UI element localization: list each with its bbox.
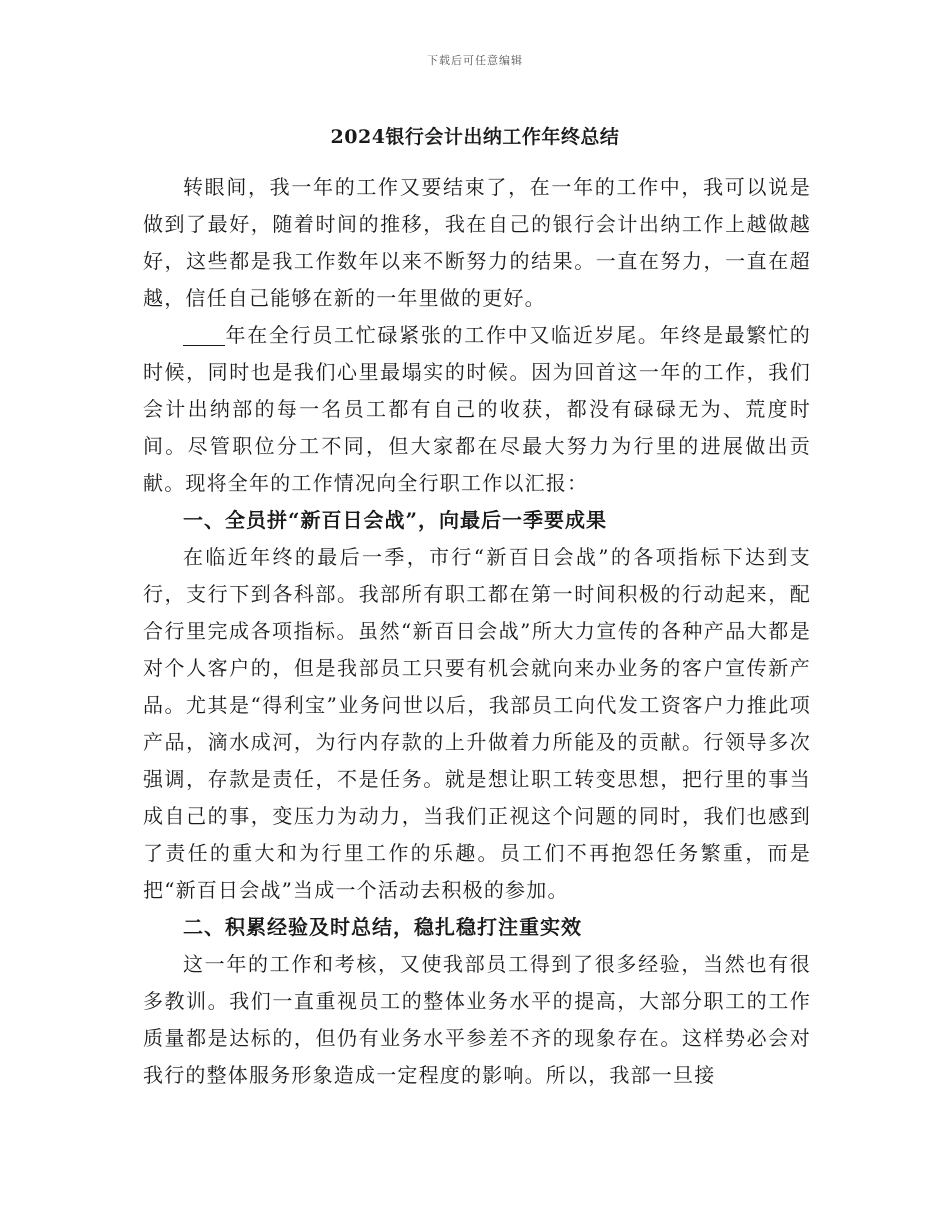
paragraph-year-summary-text: 年在全行员工忙碌紧张的工作中又临近岁尾。年终是最繁忙的时候，同时也是我们心里最塌实的时候。因为回首这一年的工作，我们会计出纳部的每一名员工都有自己的收获，都没有碌碌无为、荒度时间。尽管职位分工不同，但大家都在尽最大努力为行里的进展做出贡献。现将全年的工作情况向全行职工作以汇报：	[143, 323, 811, 495]
document-body	[143, 169, 811, 1094]
paragraph-section-1: 在临近年终的最后一季，市行“新百日会战”的各项指标下达到支行，支行下到各科部。我部所有职工都在第一时间积极的行动起来，配合行里完成各项指标。虽然“新百日会战”所大力宣传的各种产品大都是对个人客户的，但是我部员工只要有机会就向来办业务的客户宣传新产品。尤其是“得利宝”业务问世以后，我部员工向代发工资客户力推此项产品，滴水成河，为行内存款的上升做着力所能及的贡献。行领导多次强调，存款是责任，不是任务。就是想让职工转变思想，把行里的事当成自己的事，变压力为动力，当我们正视这个问题的同时，我们也感到了责任的重大和为行里工作的乐趣。员工们不再抱怨任务繁重，而是把“新百日会战”当成一个活动去积极的参加。	[143, 545, 811, 902]
paragraph-section-2: 这一年的工作和考核，又使我部员工得到了很多经验，当然也有很多教训。我们一直重视员工的整体业务水平的提高，大部分职工的工作质量都是达标的，但仍有业务水平参差不齐的现象存在。这样势必会对我行的整体服务形象造成一定程度的影响。所以，我部一旦接	[143, 952, 811, 1087]
document-title: 2024银行会计出纳工作年终总结	[330, 126, 620, 148]
section-heading-2: 二、积累经验及时总结，稳扎稳打注重实效	[183, 915, 582, 939]
paragraph-year-summary	[143, 317, 811, 502]
header-note: 下载后可任意编辑	[427, 54, 523, 67]
paragraph-intro: 转眼间，我一年的工作又要结束了，在一年的工作中，我可以说是做到了最好，随着时间的推移，我在自己的银行会计出纳工作上越做越好，这些都是我工作数年以来不断努力的结果。一直在努力，一直在超越，信任自己能够在新的一年里做的更好。	[143, 175, 811, 310]
year-blank	[183, 325, 225, 346]
section-heading-1: 一、全员拼“新百日会战”，向最后一季要成果	[183, 508, 608, 532]
